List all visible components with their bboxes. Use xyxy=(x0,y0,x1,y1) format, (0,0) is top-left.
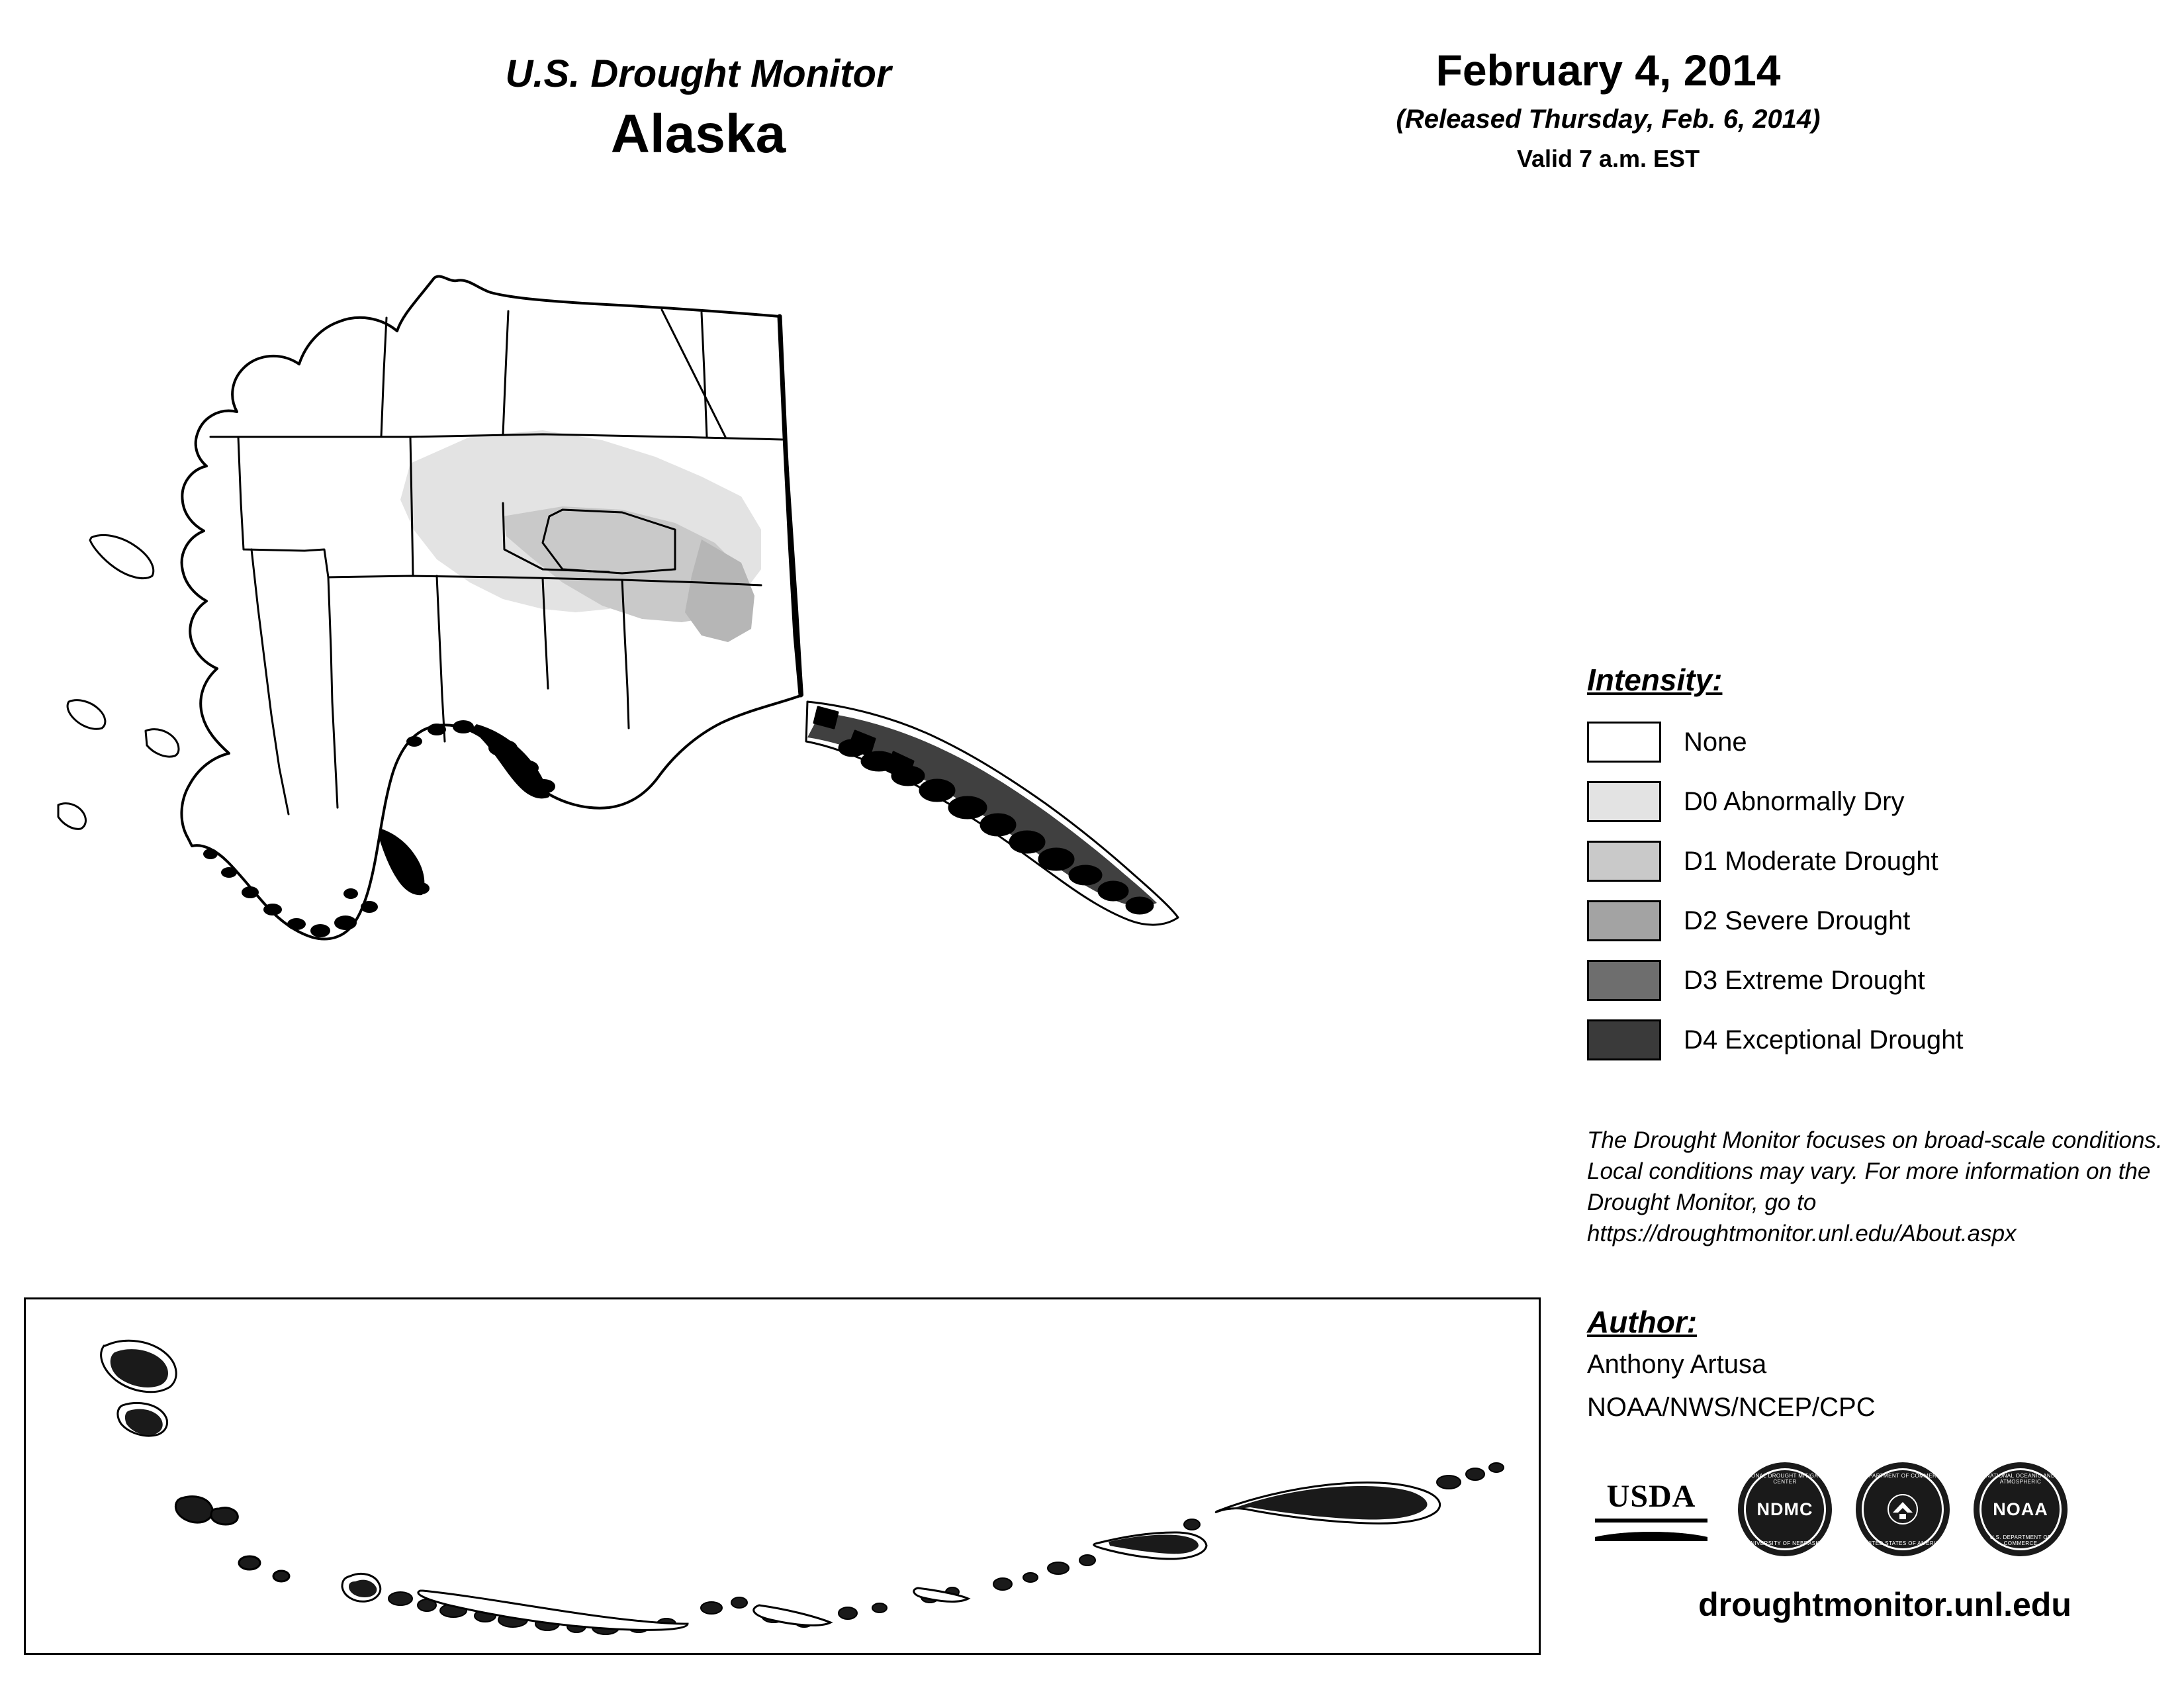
author-block xyxy=(1587,1304,2183,1426)
legend-swatch-d4 xyxy=(1587,1019,1661,1060)
author-affiliation: NOAA/NWS/NCEP/CPC xyxy=(1587,1393,1876,1423)
partner-logos xyxy=(1588,1446,2171,1572)
legend-label-d1: D1 Moderate Drought xyxy=(1684,846,1938,876)
department-of-commerce-seal xyxy=(1856,1462,1950,1556)
noaa-label: NOAA xyxy=(1993,1499,2048,1519)
legend-label-d0: D0 Abnormally Dry xyxy=(1684,786,1905,816)
legend-label-d4: D4 Exceptional Drought xyxy=(1684,1025,1964,1055)
usda-swoosh-icon xyxy=(1595,1519,1707,1541)
doc-seal-arc-top: DEPARTMENT OF COMMERCE xyxy=(1860,1473,1945,1479)
legend-swatch-d2 xyxy=(1587,900,1661,941)
legend-label-none: None xyxy=(1684,727,1747,757)
legend-title: Intensity: xyxy=(1587,663,1723,697)
valid-date: February 4, 2014 xyxy=(1435,46,1781,95)
legend-label-d2: D2 Severe Drought xyxy=(1684,906,1911,935)
legend-swatch-d1 xyxy=(1587,841,1661,882)
legend-swatch-d0 xyxy=(1587,781,1661,822)
legend-row-d1 xyxy=(1587,831,2156,891)
aleutian-islands-inset xyxy=(24,1297,1541,1655)
released-date: (Released Thursday, Feb. 6, 2014) xyxy=(1396,104,1821,134)
ndmc-arc-bottom: UNIVERSITY OF NEBRASKA xyxy=(1747,1540,1823,1546)
noaa-arc-bottom: U.S. DEPARTMENT OF COMMERCE xyxy=(1989,1534,2052,1546)
legend-swatch-d3 xyxy=(1587,960,1661,1001)
legend-row-d3 xyxy=(1587,951,2156,1010)
legend-disclaimer: The Drought Monitor focuses on broad-scale conditions. Local conditions may vary. For more information on the Drought Monitor, go to https://droughtmonitor.unl.edu/About.aspx xyxy=(1587,1127,2163,1246)
legend-row-d0 xyxy=(1587,772,2156,831)
page-title-region: Alaska xyxy=(610,103,786,164)
ndmc-logo xyxy=(1738,1462,1832,1556)
intensity-legend xyxy=(1587,662,2156,1070)
alaska-drought-map xyxy=(40,238,1522,1297)
map-title-block xyxy=(318,53,1079,163)
southeast-alaska-panhandle xyxy=(806,702,1178,925)
page-title-primary: U.S. Drought Monitor xyxy=(505,52,891,95)
legend-label-d3: D3 Extreme Drought xyxy=(1684,965,1925,995)
ndmc-arc-top: NATIONAL DROUGHT MITIGATION CENTER xyxy=(1738,1473,1832,1485)
doc-seal-arc-bottom: UNITED STATES OF AMERICA xyxy=(1862,1540,1944,1546)
author-title: Author: xyxy=(1587,1305,1698,1339)
author-name: Anthony Artusa xyxy=(1587,1350,1767,1379)
noaa-arc-top: NATIONAL OCEANIC AND ATMOSPHERIC xyxy=(1985,1473,2056,1485)
usda-logo: USDA xyxy=(1588,1470,1714,1549)
website-url[interactable]: droughtmonitor.unl.edu xyxy=(1698,1586,2071,1623)
western-islands xyxy=(58,535,179,829)
noaa-logo xyxy=(1974,1462,2068,1556)
map-date-block xyxy=(1257,46,1959,172)
doc-seal-ring xyxy=(1862,1468,1944,1550)
valid-time: Valid 7 a.m. EST xyxy=(1516,144,1700,172)
legend-row-none xyxy=(1587,712,2156,772)
legend-row-d4 xyxy=(1587,1010,2156,1070)
alaska-coastline xyxy=(181,277,802,939)
legend-row-d2 xyxy=(1587,891,2156,951)
legend-swatch-none xyxy=(1587,722,1661,763)
ndmc-label: NDMC xyxy=(1756,1499,1813,1519)
